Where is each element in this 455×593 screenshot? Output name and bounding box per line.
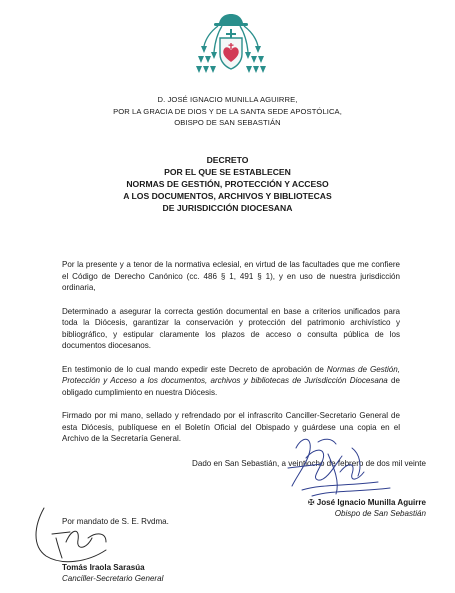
bishop-cross-icon: ✠ (307, 498, 315, 507)
bishop-role: Obispo de San Sebastián (334, 509, 426, 518)
decree-body (62, 259, 400, 445)
header-line-2: POR LA GRACIA DE DIOS Y DE LA SANTA SEDE APOSTÓLICA, (113, 106, 342, 116)
bishop-header (0, 94, 455, 129)
title-line-1: DECRETO (206, 155, 249, 165)
chancellor-name: Tomás Iraola Sarasúa (62, 563, 145, 572)
paragraph-3-intro: En testimonio de lo cual mando expedir este Decreto de aprobación de (62, 364, 327, 374)
decree-title (0, 154, 455, 214)
paragraph-3 (62, 364, 400, 399)
paragraph-3-outro: de obligado cumplimiento en nuestra Diócesis. (62, 376, 400, 397)
paragraph-1: Por la presente y a tenor de la normativa eclesial, en virtud de las facultades que me confiere el Código de Derecho Canónico (cc. 486 § 1, 491 § 1), y en uso de nuestra jurisdicción ordinaria, (62, 260, 400, 292)
paragraph-2: Determinado a asegurar la correcta gestión documental en base a criterios unificados para toda la Diócesis, garantizar la conservación y protección del patrimonio archivístico y bibliográfico, y estipular claramente los plazos de acceso o consulta pública de los documentos diocesanos. (62, 306, 400, 350)
chancellor-signature-block (62, 562, 163, 584)
paragraph-3-norms-title: Normas de Gestión, Protección y Acceso a los documentos, archivos y bibliotecas de Jurisdicción Diocesana (62, 364, 400, 385)
title-line-3: NORMAS DE GESTIÓN, PROTECCIÓN Y ACCESO (126, 179, 329, 189)
title-line-5: DE JURISDICCIÓN DIOCESANA (162, 203, 293, 213)
header-line-3: OBISPO DE SAN SEBASTIÁN (174, 118, 281, 127)
coat-of-arms-icon (196, 12, 266, 80)
header-line-1: D. JOSÉ IGNACIO MUNILLA AGUIRRE, (157, 95, 298, 104)
chancellor-role: Canciller-Secretario General (62, 574, 164, 583)
title-line-4: A LOS DOCUMENTOS, ARCHIVOS Y BIBLIOTECAS (123, 191, 332, 201)
bishop-name: José Ignacio Munilla Aguirre (316, 498, 426, 507)
title-line-2: POR EL QUE SE ESTABLECEN (164, 167, 291, 177)
date-line: Dado en San Sebastián, a veintiocho de febrero de dos mil veinte (192, 459, 426, 468)
mandate-line: Por mandato de S. E. Rvdma. (62, 517, 169, 526)
paragraph-4: Firmado por mi mano, sellado y refrendado por el infrascrito Canciller-Secretario General de esta Diócesis, publíquese en el Boletín Oficial del Obispado y guárdese una copia en el Archivo de la Secretaría General. (62, 411, 400, 443)
